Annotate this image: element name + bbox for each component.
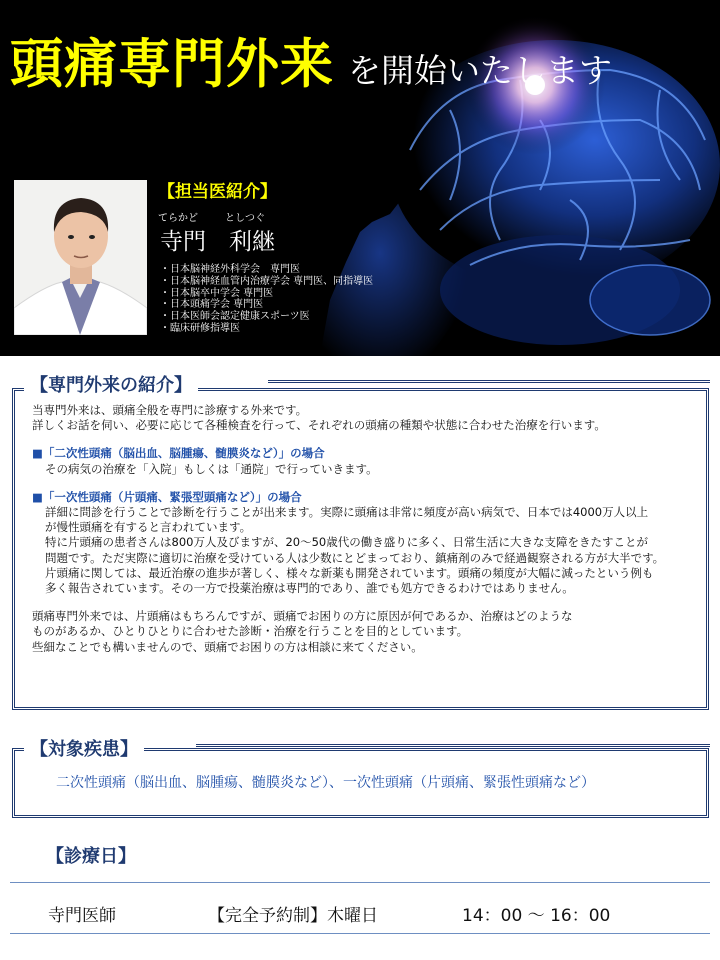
doctor-name: 寺門 利継 xyxy=(160,229,275,255)
intro-line: 頭痛専門外来では、片頭痛はもちろんですが、頭痛でお困りの方に原因が何であるか、治療はどのような xyxy=(32,609,573,624)
intro-line: が慢性頭痛を有すると言われています。 xyxy=(45,520,252,535)
credential-item: ・日本脳卒中学会 専門医 xyxy=(160,287,274,299)
secondary-headache-heading: ■「二次性頭痛（脳出血、脳腫瘍、髄膜炎など）」の場合 xyxy=(32,446,325,461)
target-diseases: 二次性頭痛（脳出血、脳腫瘍、髄膜炎など）、一次性頭痛（片頭痛、緊張性頭痛など） xyxy=(56,775,595,791)
intro-text xyxy=(32,403,692,655)
schedule-time: 14：00 〜 16：00 xyxy=(462,906,611,926)
doctor-photo xyxy=(14,180,147,335)
credential-item: ・日本医師会認定健康スポーツ医 xyxy=(160,311,310,323)
credential-item: ・臨床研修指導医 xyxy=(160,322,240,334)
doctor-credentials xyxy=(160,264,373,335)
name-ruby-given: としつぐ xyxy=(225,213,265,224)
credential-item: ・日本脳神経血管内治療学会 専門医、同指導医 xyxy=(160,275,374,287)
intro-line: ものがあるか、ひとりひとりに合わせた診断・治療を行うことを目的としています。 xyxy=(32,624,469,639)
intro-line: 問題です。ただ実際に適切に治療を受けている人は少数にとどまっており、鎮痛剤のみで経過観察される方が大半です。 xyxy=(45,550,665,565)
heading-rule xyxy=(268,380,710,386)
intro-line: 片頭痛に関しては、最近治療の進歩が著しく、様々な新薬も開発されています。頭痛の頻度が大幅に減ったという例も xyxy=(45,565,654,580)
title-sub: を開始いたします xyxy=(348,51,612,90)
schedule-row xyxy=(10,882,710,934)
intro-heading: 【専門外来の紹介】 xyxy=(24,371,198,397)
doctor-section-label: 【担当医紹介】 xyxy=(158,182,277,202)
schedule-heading: 【診療日】 xyxy=(46,846,136,867)
intro-line: 当専門外来は、頭痛全般を専門に診療する外来です。 xyxy=(32,403,308,417)
page-title xyxy=(10,22,612,98)
primary-headache-heading: ■「一次性頭痛（片頭痛、緊張型頭痛など）」の場合 xyxy=(32,489,302,504)
target-heading: 【対象疾患】 xyxy=(24,735,144,761)
credential-item: ・日本脳神経外科学会 専門医 xyxy=(160,264,300,275)
heading-rule xyxy=(196,744,710,750)
intro-line: 詳細に問診を行うことで診断を行うことが出来ます。実際に頭痛は非常に頻度が高い病気で、日本では4000万人以上 xyxy=(45,505,649,520)
schedule-system: 【完全予約制】木曜日 xyxy=(208,906,378,926)
intro-line: 特に片頭痛の患者さんは800万人及びますが、20〜50歳代の働き盛りに多く、日常生活に大きな支障をきたすことが xyxy=(45,535,648,550)
credential-item: ・日本頭痛学会 専門医 xyxy=(160,299,264,311)
intro-line: 多く報告されています。その一方で投薬治療は専門的であり、誰でも処方できるわけではありません。 xyxy=(45,581,574,596)
schedule-doctor: 寺門医師 xyxy=(48,906,116,926)
intro-line: その病気の治療を「入院」もしくは「通院」で行っていきます。 xyxy=(45,461,378,476)
title-main: 頭痛専門外来 xyxy=(10,34,334,95)
name-ruby-family: てらかど xyxy=(158,213,198,224)
intro-line: 些細なことでも構いませんので、頭痛でお困りの方は相談に来てください。 xyxy=(32,639,423,654)
intro-line: 詳しくお話を伺い、必要に応じて各種検査を行って、それぞれの頭痛の種類や状態に合わせた治療を行います。 xyxy=(32,418,606,433)
hero-banner xyxy=(0,0,720,356)
